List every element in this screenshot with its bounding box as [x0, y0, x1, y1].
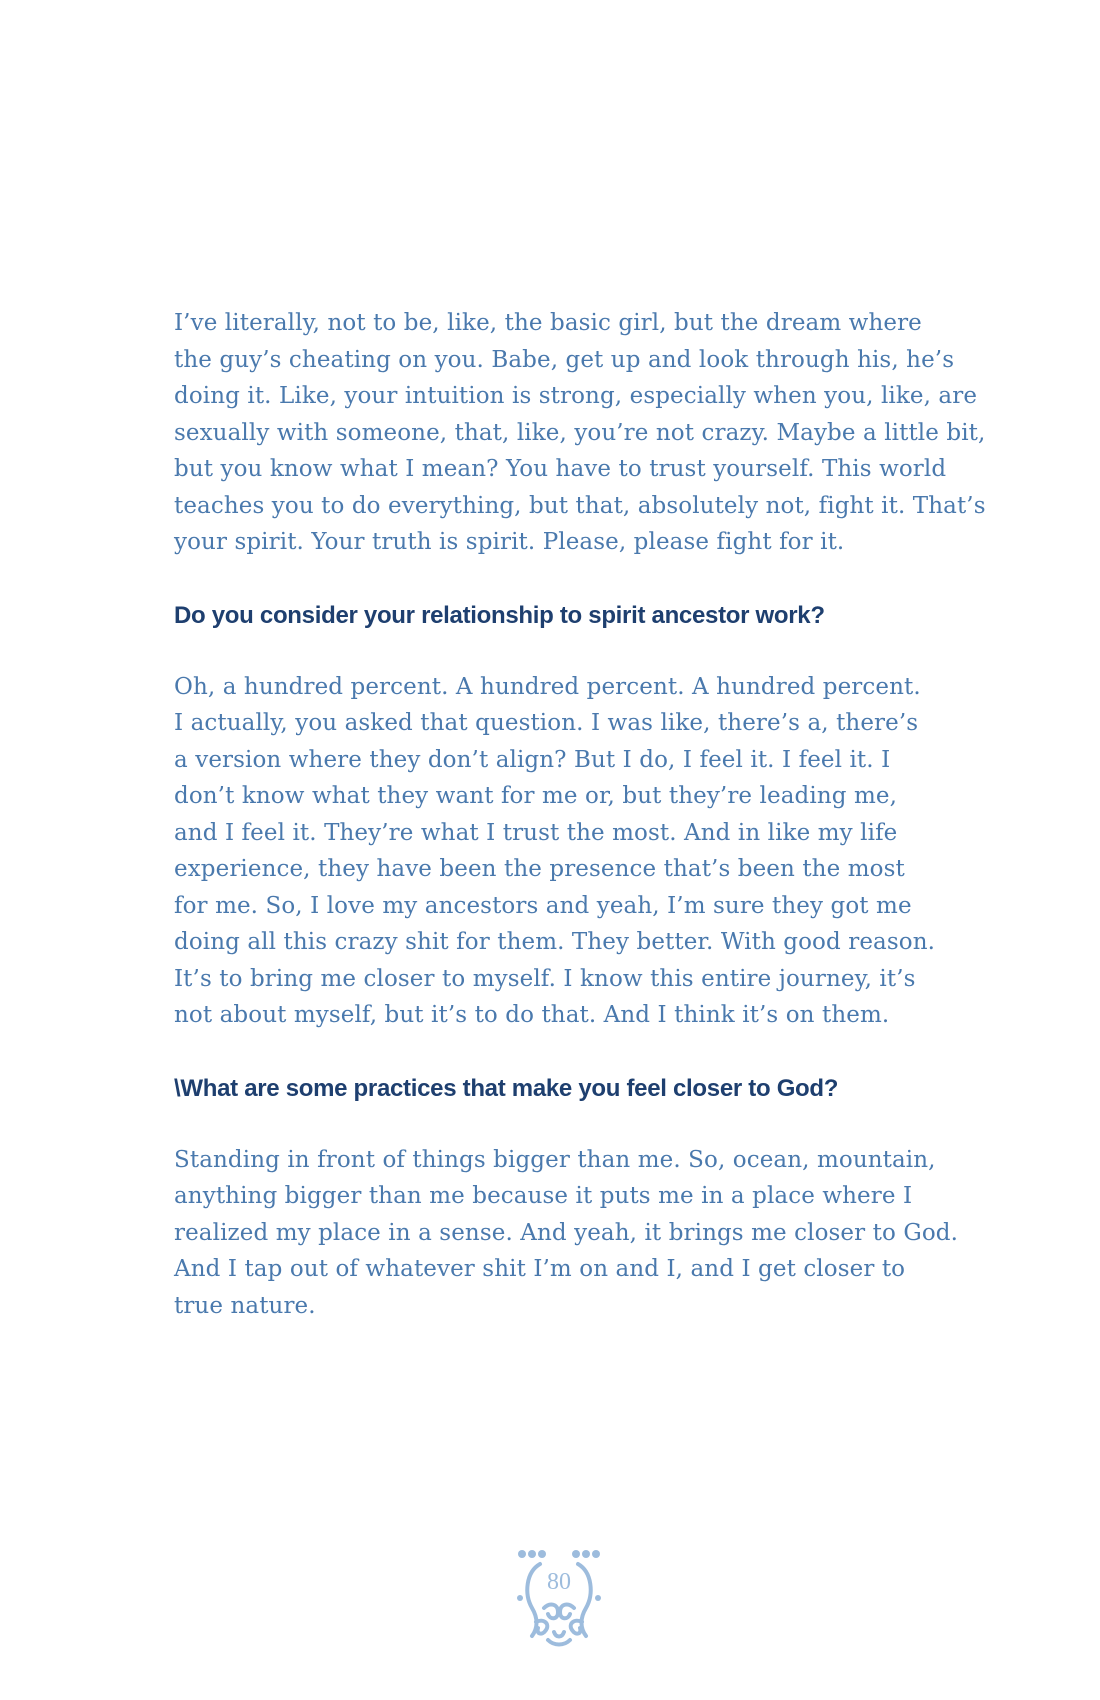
page-number: 80 [547, 1569, 571, 1595]
text-line: for me. So, I love my ancestors and yeah, I’m sure they got me [174, 892, 912, 919]
text-line: anything bigger than me because it puts me in a place where I [174, 1183, 913, 1209]
text-line: Oh, a hundred percent. A hundred percent. A hundred percent. [174, 673, 921, 700]
text-line: your spirit. Your truth is spirit. Please, please fight for it. [174, 529, 845, 555]
text-line: teaches you to do everything, but that, absolutely not, fight it. That’s [174, 492, 986, 519]
text-line: I actually, you asked that question. I was like, there’s a, there’s [174, 710, 919, 736]
page-content [174, 305, 986, 1324]
answer-paragraph-1 [174, 305, 986, 561]
text-line: It’s to bring me closer to myself. I know this entire journey, it’s [174, 965, 916, 992]
text-line: realized my place in a sense. And yeah, it brings me closer to God. [174, 1219, 959, 1246]
text-line: sexually with someone, that, like, you’re not crazy. Maybe a little bit, [174, 419, 986, 446]
text-line: a version where they don’t align? But I do, I feel it. I feel it. I [174, 746, 891, 773]
answer-paragraph-3 [174, 1142, 959, 1325]
text-line: I’ve literally, not to be, like, the basic girl, but the dream where [174, 310, 922, 336]
text-line: doing all this crazy shit for them. They better. With good reason. [174, 929, 936, 955]
text-line: Standing in front of things bigger than me. So, ocean, mountain, [174, 1146, 936, 1173]
text-line: the guy’s cheating on you. Babe, get up and look through his, he’s [174, 346, 955, 373]
answer-paragraph-2 [174, 669, 954, 1034]
text-line: but you know what I mean? You have to trust yourself. This world [174, 456, 947, 482]
text-line: and I feel it. They’re what I trust the most. And in like my life [174, 819, 898, 846]
question-heading-2: \What are some practices that make you feel closer to God? [174, 1074, 839, 1102]
scroll-ornament-icon [514, 1548, 604, 1652]
text-line: don’t know what they want for me or, but they’re leading me, [174, 783, 897, 809]
text-line: doing it. Like, your intuition is strong, especially when you, like, are [174, 383, 978, 409]
text-line: And I tap out of whatever shit I’m on and I, and I get closer to [174, 1256, 906, 1282]
question-heading-1: Do you consider your relationship to spirit ancestor work? [174, 601, 825, 629]
text-line: not about myself, but it’s to do that. And I think it’s on them. [174, 1002, 890, 1028]
page-number-ornament [514, 1548, 604, 1652]
text-line: experience, they have been the presence that’s been the most [174, 856, 905, 882]
text-line: true nature. [174, 1292, 316, 1319]
